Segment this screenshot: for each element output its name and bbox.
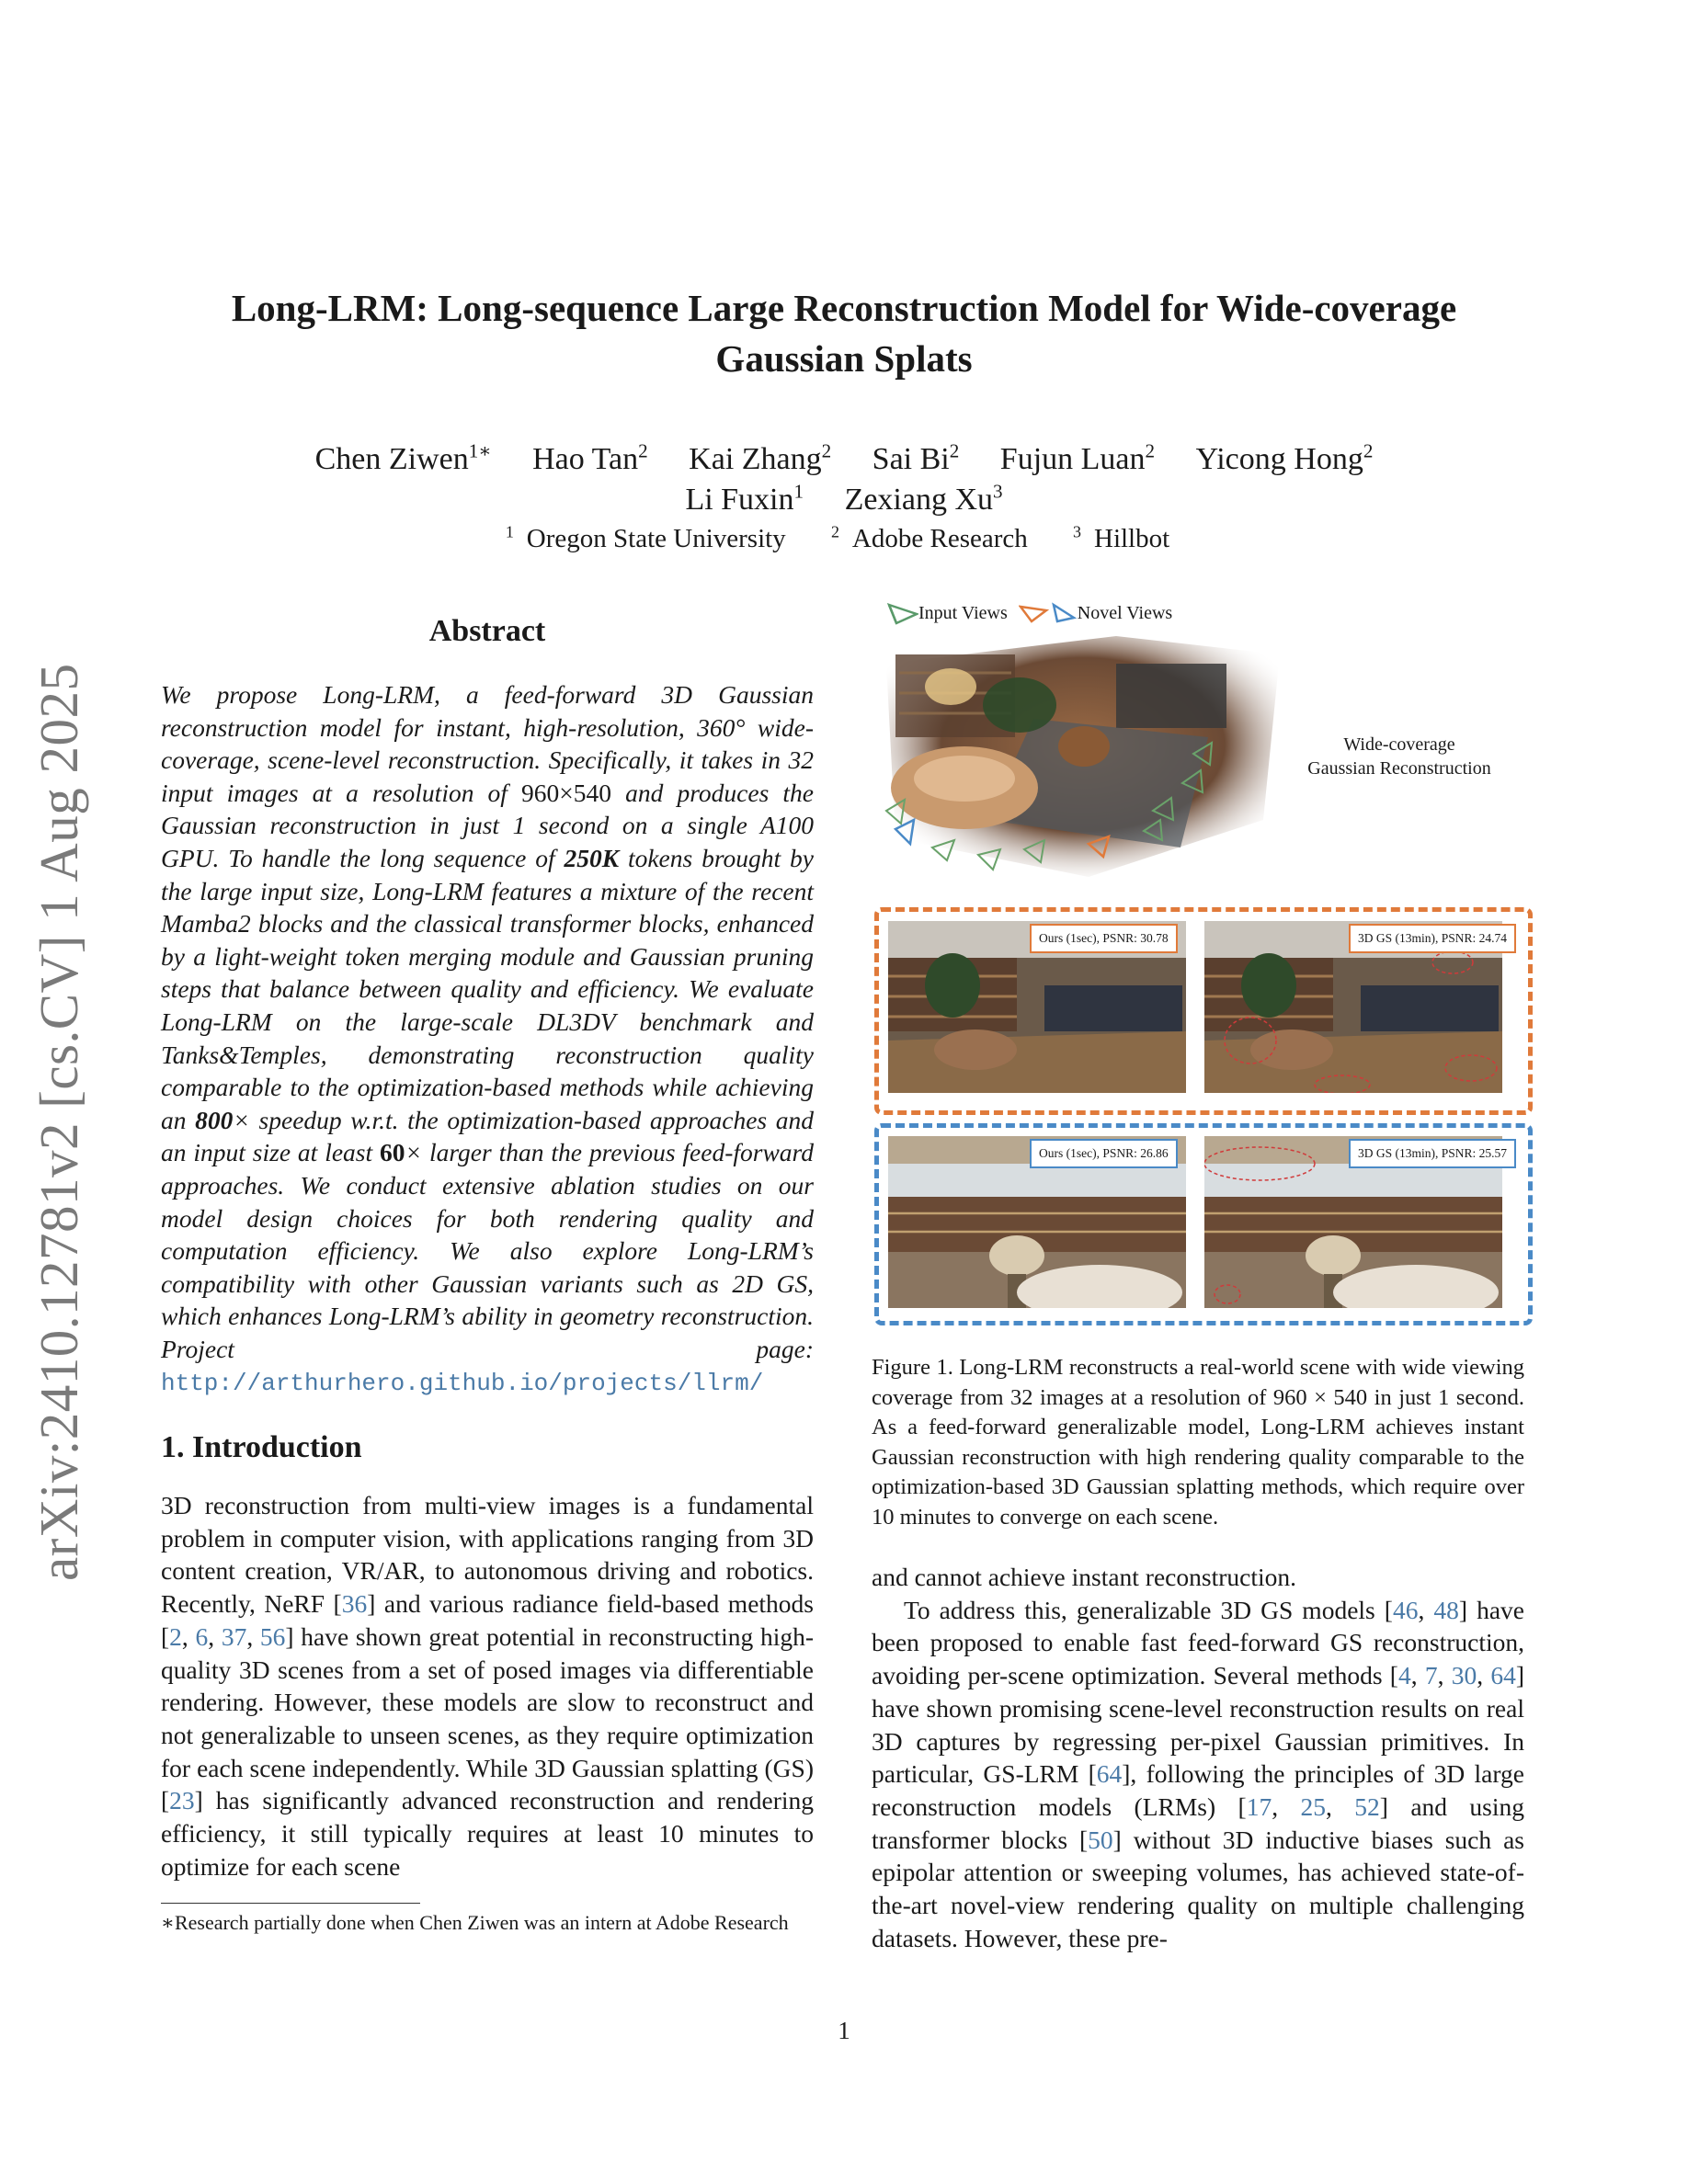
abstract-heading: Abstract <box>428 614 546 648</box>
citation-link[interactable]: 48 <box>1433 1595 1459 1624</box>
paragraph: To address this, generalizable 3D GS models [46, 48] have been proposed to enable fast feed-forward GS reconstruction, avoiding per-scene optimization. Several methods [4, 7, 30, 64] have shown promising scene-level reconstruction results on real 3D captures by regressing per-pixel Gaussian primitives. In particular, GS-LRM [64], following the principles of 3D large reconstruction models (LRMs) [17, 25, 52] and using transformer blocks [50] without 3D inductive biases such as epipolar attention or sweeping volumes, has achieved state-of-the-art novel-view rendering quality on multiple challenging datasets. However, these pre- <box>872 1595 1525 1952</box>
citation-link[interactable]: 4 <box>1397 1661 1411 1690</box>
author: Kai Zhang$^2$ <box>689 439 832 476</box>
author: Hao Tan$^2$ <box>532 439 648 476</box>
project-page-link[interactable]: http://arthurhero.github.io/projects/llrm/ <box>161 1370 764 1398</box>
paper-title <box>147 283 1541 384</box>
introduction-body: 3D reconstruction from multi-view images is a fundamental problem in computer vision, with applications ranging from 3D content creation, VR/AR, to autonomous driving and robotics. Recently, NeRF [36] and various radiance field-based methods [2, 6, 37, 56] have shown great potential in reconstructing high-quality 3D scenes from a set of posed images via differentiable rendering. However, these models are slow to reconstruct and not generalizable to unseen scenes, as they require optimization for each scene independently. While 3D Gaussian splatting (GS) [23] has significantly advanced reconstruction and rendering efficiency, it still typically requires at least 10 minutes to optimize for each scene <box>161 1491 815 1881</box>
figure-legend <box>887 601 1183 625</box>
citation-link[interactable]: 6 <box>195 1621 209 1651</box>
figure-caption: Figure 1. Long-LRM reconstructs a real-world scene with wide viewing coverage from 32 images at a resolution of 960 × 540 in just 1 second. As a feed-forward generalizable model, Long-LRM achieves instant Gaussian reconstruction with high rendering quality comparable to the optimization-based 3D Gaussian splatting methods, which require over 10 minutes to converge on each scene. <box>872 1355 1524 1530</box>
author: Fujun Luan$^2$ <box>999 439 1156 476</box>
citation-link[interactable]: 36 <box>341 1589 368 1619</box>
camera-frustum-green-icon <box>887 601 918 625</box>
affiliation: $^3$ Hillbot <box>1073 522 1170 553</box>
psnr-badge: Ours (1sec), PSNR: 26.86 <box>1030 1139 1178 1168</box>
citation-link[interactable]: 52 <box>1354 1792 1380 1821</box>
introduction-heading: 1. Introduction <box>161 1430 362 1464</box>
footnote-rule <box>161 1903 420 1904</box>
legend-novel-views: Novel Views <box>1077 602 1173 623</box>
wide-coverage-label: Wide-coverage Gaussian Reconstruction <box>1307 734 1491 779</box>
citation-link[interactable]: 17 <box>1246 1792 1272 1821</box>
affiliations <box>147 524 1541 554</box>
author: Chen Ziwen$^{1∗}$ <box>314 439 492 476</box>
arxiv-identifier: arXiv:2410.12781v2 [cs.CV] 1 Aug 2025 <box>29 663 89 1581</box>
citation-link[interactable]: 7 <box>1424 1661 1438 1690</box>
citation-link[interactable]: 25 <box>1300 1792 1326 1821</box>
title-line-2: Gaussian Splats <box>715 337 973 380</box>
title-line-1: Long-LRM: Long-sequence Large Reconstruction Model for Wide-coverage <box>231 287 1457 329</box>
legend-input-views: Input Views <box>918 602 1008 623</box>
right-column-body <box>872 1561 1524 1954</box>
affiliation: $^2$ Adobe Research <box>830 522 1028 553</box>
citation-link[interactable]: 64 <box>1096 1759 1123 1789</box>
camera-frustum-blue-icon <box>1050 601 1078 625</box>
psnr-badge: 3D GS (13min), PSNR: 25.57 <box>1349 1139 1516 1168</box>
psnr-badge: 3D GS (13min), PSNR: 24.74 <box>1349 924 1516 953</box>
author: Sai Bi$^2$ <box>872 439 960 476</box>
psnr-badge: Ours (1sec), PSNR: 30.78 <box>1030 924 1178 953</box>
citation-link[interactable]: 50 <box>1088 1825 1113 1854</box>
citation-link[interactable]: 2 <box>169 1621 182 1651</box>
author: Li Fuxin$^1$ <box>685 480 804 517</box>
citation-link[interactable]: 64 <box>1490 1661 1516 1690</box>
abstract-body: We propose Long-LRM, a feed-forward 3D Gaussian reconstruction model for instant, high-resolution, 360° wide-coverage, scene-level reconstruction. Specifically, it takes in 32 input images at a resolution of 960×540 and produces the Gaussian reconstruction in just 1 second on a single A100 GPU. To handle the long sequence of 250K tokens brought by the large input size, Long-LRM features a mixture of the recent Mamba2 blocks and the classical transformer blocks, enhanced by a light-weight token merging module and Gaussian pruning steps that balance between quality and efficiency. We evaluate Long-LRM on the large-scale DL3DV benchmark and Tanks&Temples, demonstrating reconstruction quality comparable to the optimization-based methods while achieving an 800× speedup w.r.t. the optimization-based approaches and an input size at least 60× larger than the previous feed-forward approaches. We conduct extensive ablation studies on our model design choices for both rendering quality and computation efficiency. We also explore Long-LRM’s compatibility with other Gaussian variants such as 2D GS, which enhances Long-LRM’s ability in geometry reconstruction. Project page: http://arthurhero.github.io/projects/llrm/ <box>161 680 814 1398</box>
citation-link[interactable]: 23 <box>169 1786 195 1815</box>
citation-link[interactable]: 56 <box>259 1621 286 1651</box>
citation-link[interactable]: 46 <box>1392 1595 1419 1624</box>
gaussian-reconstruction-render <box>877 636 1280 877</box>
paragraph: and cannot achieve instant reconstruction. <box>872 1563 1296 1591</box>
author-list <box>147 439 1541 520</box>
author: Yicong Hong$^2$ <box>1195 439 1374 476</box>
page-number: 1 <box>838 2017 850 2044</box>
affiliation: $^1$ Oregon State University <box>505 522 786 553</box>
citation-link[interactable]: 37 <box>221 1621 247 1651</box>
footnote: ∗Research partially done when Chen Ziwen was an intern at Adobe Research <box>161 1911 789 1934</box>
author: Zexiang Xu$^3$ <box>844 480 1003 517</box>
citation-link[interactable]: 30 <box>1451 1661 1477 1690</box>
camera-frustum-orange-icon <box>1019 601 1050 625</box>
